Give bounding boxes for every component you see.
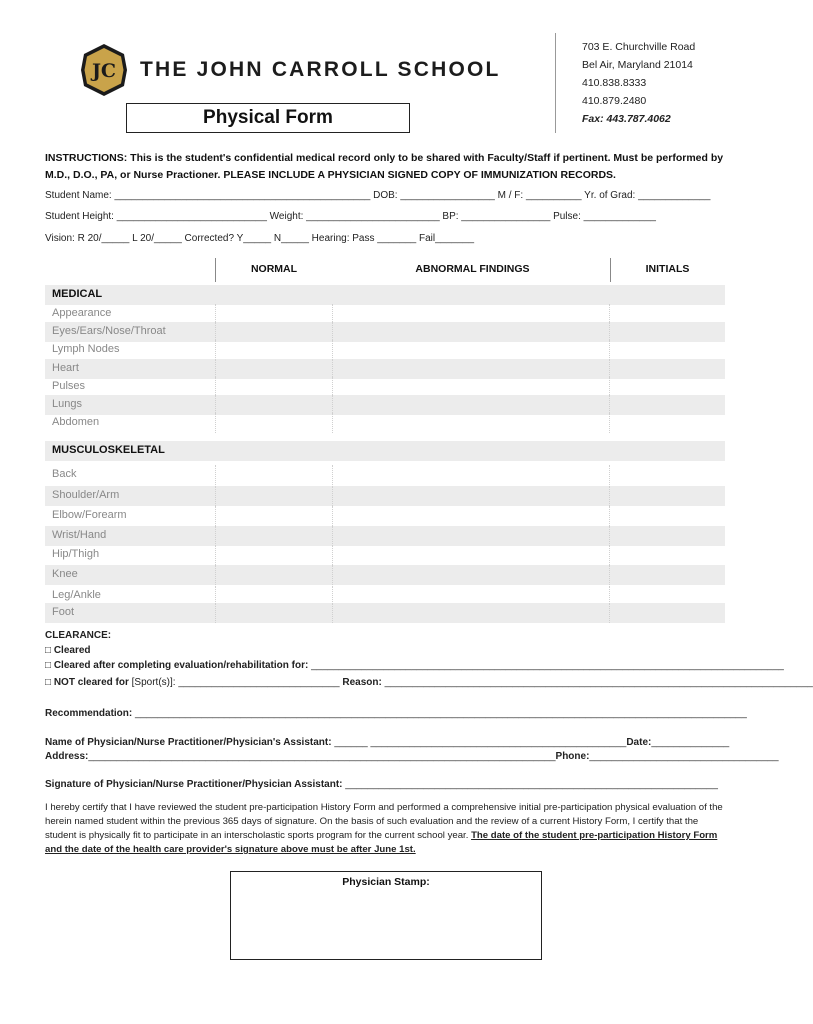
- certification-statement: [45, 801, 725, 857]
- abnormal-findings-cell[interactable]: [335, 413, 610, 433]
- exam-item-label: Hip/Thigh: [52, 548, 100, 560]
- date-label: Date:: [626, 737, 652, 748]
- physician-name-row[interactable]: [45, 737, 729, 748]
- header-initials: INITIALS: [645, 263, 690, 275]
- address-line-1: 703 E. Churchville Road: [582, 41, 696, 53]
- abnormal-findings-cell[interactable]: [335, 340, 610, 360]
- phone-2: 410.879.2480: [582, 95, 647, 107]
- clearance-heading: CLEARANCE:: [45, 630, 112, 641]
- header-normal: NORMAL: [250, 263, 298, 275]
- exam-item-label: Back: [52, 468, 77, 480]
- abnormal-findings-cell[interactable]: [335, 377, 610, 397]
- abnormal-findings-cell[interactable]: [335, 322, 610, 342]
- header-abnormal-findings: ABNORMAL FINDINGS: [415, 263, 530, 275]
- exam-row: [45, 359, 725, 379]
- exam-row: [45, 506, 725, 526]
- exam-item-label: Leg/Ankle: [52, 589, 101, 601]
- exam-item-label: Foot: [52, 606, 75, 618]
- normal-cell[interactable]: [215, 359, 333, 379]
- cleared-after-field[interactable]: _____________________________________________________________________________________: [311, 660, 784, 671]
- abnormal-findings-cell[interactable]: [335, 565, 610, 585]
- abnormal-findings-cell[interactable]: [335, 603, 610, 623]
- sports-field[interactable]: [Sport(s)]: _____________________________: [131, 677, 340, 688]
- recommendation-row[interactable]: [45, 708, 747, 719]
- exam-item-label: Eyes/Ears/Nose/Throat: [52, 325, 166, 337]
- abnormal-findings-cell[interactable]: [335, 465, 610, 485]
- exam-item-label: Lymph Nodes: [52, 343, 120, 355]
- address-field[interactable]: ____________________________________________________________________________________: [88, 751, 556, 762]
- abnormal-findings-cell[interactable]: [335, 526, 610, 546]
- physician-stamp-box[interactable]: [230, 871, 542, 960]
- instructions: INSTRUCTIONS: This is the student's confidential medical record only to be shared with Faculty/Staff if pertinent. Must be performed by M.D., D.O., PA, or Nurse Practioner. PLEASE INCLUDE A PHYSICIAN SIGNED COPY OF IMMUNIZATION RECORDS.: [45, 152, 724, 181]
- abnormal-findings-cell[interactable]: [335, 304, 610, 324]
- certification-text: I hereby certify that I have reviewed the student pre-participation History Form and performed a comprehensive initial pre-participation physical evaluation of the herein named student within the previous 365 days of signature. On the basis of such evaluation and the review of a current History Form, I certify that the student is physically fit to participate in an interscholastic sports program for the current school year.: [45, 802, 723, 841]
- exam-item-label: Appearance: [52, 307, 112, 319]
- recommendation-label: Recommendation:: [45, 708, 133, 719]
- exam-row: [45, 377, 725, 397]
- exam-row: [45, 395, 725, 415]
- checkbox-icon[interactable]: □: [45, 660, 52, 671]
- physician-name-field[interactable]: ______ ______________________________________________: [334, 737, 627, 748]
- normal-cell[interactable]: [215, 526, 333, 546]
- abnormal-findings-cell[interactable]: [335, 545, 610, 565]
- date-field[interactable]: ______________: [651, 737, 730, 748]
- logo-initials: JC: [91, 60, 117, 82]
- exam-row: [45, 545, 725, 565]
- recommendation-field[interactable]: ______________________________________________________________________________________________________________: [135, 708, 747, 719]
- normal-cell[interactable]: [215, 603, 333, 623]
- abnormal-findings-cell[interactable]: [335, 506, 610, 526]
- exam-row: [45, 413, 725, 433]
- exam-item-label: Pulses: [52, 380, 86, 392]
- phone-field[interactable]: __________________________________: [589, 751, 779, 762]
- not-cleared-label: NOT cleared for: [53, 677, 129, 688]
- physician-stamp-label: Physician Stamp:: [342, 876, 430, 888]
- cleared-label: Cleared: [53, 645, 91, 656]
- student-name-line[interactable]: Student Name: ______________________________________________ DOB: _________________ M / F: __________ Yr. of Grad: _____________: [45, 190, 711, 201]
- exam-row: [45, 526, 725, 546]
- phone-1: 410.838.8333: [582, 77, 647, 89]
- normal-cell[interactable]: [215, 545, 333, 565]
- not-cleared-option[interactable]: [45, 677, 813, 688]
- exam-item-label: Shoulder/Arm: [52, 489, 120, 501]
- header-divider: [555, 33, 556, 133]
- normal-cell[interactable]: [215, 486, 333, 506]
- section-row: [45, 441, 725, 461]
- normal-cell[interactable]: [215, 506, 333, 526]
- signature-row[interactable]: [45, 779, 718, 790]
- fax-number: Fax: 443.787.4062: [582, 113, 671, 125]
- normal-cell[interactable]: [215, 565, 333, 585]
- cleared-option[interactable]: [45, 645, 91, 656]
- exam-item-label: Heart: [52, 362, 79, 374]
- exam-row: [45, 340, 725, 360]
- normal-cell[interactable]: [215, 304, 333, 324]
- cleared-after-option[interactable]: [45, 660, 784, 671]
- signature-label: Signature of Physician/Nurse Practitioner/Physician Assistant:: [45, 779, 343, 790]
- exam-row: [45, 486, 725, 506]
- exam-row: [45, 565, 725, 585]
- exam-table: [45, 258, 725, 624]
- exam-item-label: Elbow/Forearm: [52, 509, 127, 521]
- checkbox-icon[interactable]: □: [45, 645, 52, 656]
- exam-row: [45, 322, 725, 342]
- abnormal-findings-cell[interactable]: [335, 359, 610, 379]
- section-label: MUSCULOSKELETAL: [52, 444, 165, 456]
- abnormal-findings-cell[interactable]: [335, 395, 610, 415]
- normal-cell[interactable]: [215, 340, 333, 360]
- exam-row: [45, 603, 725, 623]
- exam-item-label: Abdomen: [52, 416, 100, 428]
- reason-field[interactable]: _____________________________________________________________________________: [384, 677, 813, 688]
- section-label: MEDICAL: [52, 288, 103, 300]
- address-row[interactable]: [45, 751, 779, 762]
- reason-label: Reason:: [342, 677, 382, 688]
- address-line-2: Bel Air, Maryland 21014: [582, 59, 693, 71]
- exam-item-label: Lungs: [52, 398, 82, 410]
- cleared-after-label: Cleared after completing evaluation/rehabilitation for:: [53, 660, 309, 671]
- address-label: Address:: [45, 751, 89, 762]
- vision-hearing-line[interactable]: Vision: R 20/_____ L 20/_____ Corrected? Y_____ N_____ Hearing: Pass _______ Fail_______: [45, 233, 475, 244]
- normal-cell[interactable]: [215, 413, 333, 433]
- section-row: [45, 285, 725, 305]
- exam-item-label: Knee: [52, 568, 78, 580]
- form-title: Physical Form: [126, 103, 410, 133]
- normal-cell[interactable]: [215, 465, 333, 485]
- school-logo: [80, 43, 128, 97]
- exam-row: [45, 465, 725, 485]
- checkbox-icon[interactable]: □: [45, 677, 52, 688]
- certification-deadline: The date of the student pre-participation History Form and the date of the health care provider's signature above must be after June 1st.: [45, 830, 718, 855]
- abnormal-findings-cell[interactable]: [335, 486, 610, 506]
- student-height-line[interactable]: Student Height: ___________________________ Weight: ________________________ BP: ________________ Pulse: _____________: [45, 211, 656, 222]
- normal-cell[interactable]: [215, 322, 333, 342]
- physician-name-label: Name of Physician/Nurse Practitioner/Physician's Assistant:: [45, 737, 332, 748]
- phone-label: Phone:: [555, 751, 590, 762]
- school-name: THE JOHN CARROLL SCHOOL: [140, 58, 501, 81]
- normal-cell[interactable]: [215, 395, 333, 415]
- normal-cell[interactable]: [215, 377, 333, 397]
- exam-row: [45, 304, 725, 324]
- signature-field[interactable]: ___________________________________________________________________: [345, 779, 718, 790]
- exam-item-label: Wrist/Hand: [52, 529, 107, 541]
